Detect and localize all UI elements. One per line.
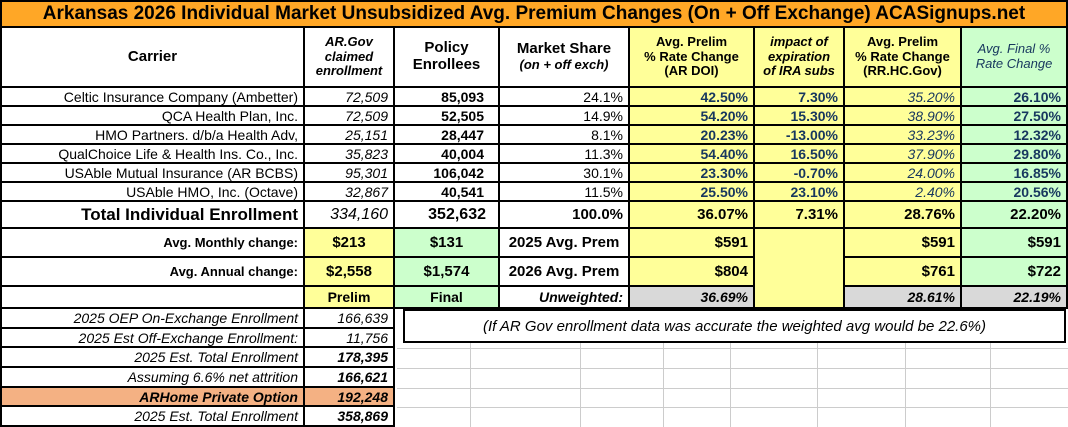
argov-cell: 72,509 [305,107,395,126]
enrollment-row-label: 2025 OEP On-Exchange Enrollment [2,309,305,329]
enrollment-row-value: 166,639 [305,309,395,329]
doi-rate-cell: 54.40% [630,145,755,164]
prelim-column-label: Prelim [305,287,395,309]
header-carrier: Carrier [2,28,305,88]
arhome-private-option-value: 192,248 [305,388,395,407]
market-share-cell: 14.9% [500,107,630,126]
enrollment-row-value: 358,869 [305,407,395,427]
monthly-change-policy: $131 [395,229,500,258]
doi-rate-cell: 20.23% [630,126,755,145]
carrier-name-cell: QCA Health Plan, Inc. [2,107,305,126]
annual-change-argov: $2,558 [305,258,395,287]
avg-prem-2025-rr: $591 [845,229,962,258]
enrollees-cell: 52,505 [395,107,500,126]
unweighted-doi-cell: 36.69% [630,287,755,309]
argov-cell: 25,151 [305,126,395,145]
doi-rate-cell: 54.20% [630,107,755,126]
arhome-private-option-label: ARHome Private Option [2,388,305,407]
avg-prem-2025-doi: $591 [630,229,755,258]
argov-cell: 35,823 [305,145,395,164]
ira-impact-cell: 7.30% [755,88,845,107]
enrollment-row-value: 166,621 [305,368,395,388]
weighted-avg-footnote: (If AR Gov enrollment data was accurate the weighted avg would be 22.6%) [403,309,1066,343]
total-label-cell: Total Individual Enrollment [2,202,305,229]
enrollment-summary-table [0,309,395,427]
enrollment-row-label: 2025 Est. Total Enrollment [2,407,305,427]
rr-rate-cell: 2.40% [845,183,962,202]
header-market-share: Market Share (on + off exch) [500,28,630,88]
page-title: Arkansas 2026 Individual Market Unsubsidized Avg. Premium Changes (On + Off Exchange) ACASignups.net [2,2,1068,28]
carrier-name-cell: HMO Partners. d/b/a Health Adv, [2,126,305,145]
final-rate-cell: 26.10% [962,88,1068,107]
doi-rate-cell: 23.30% [630,164,755,183]
header-prelim-rrhcgov: Avg. Prelim % Rate Change (RR.HC.Gov) [845,28,962,88]
final-rate-cell: 27.50% [962,107,1068,126]
market-share-cell: 24.1% [500,88,630,107]
enrollees-cell: 40,004 [395,145,500,164]
final-column-label: Final [395,287,500,309]
total-rr-cell: 28.76% [845,202,962,229]
total-final-cell: 22.20% [962,202,1068,229]
header-final-rate-change: Avg. Final % Rate Change [962,28,1068,88]
enrollment-row-label: Assuming 6.6% net attrition [2,368,305,388]
unweighted-rr-cell: 28.61% [845,287,962,309]
enrollees-cell: 85,093 [395,88,500,107]
unweighted-final-cell: 22.19% [962,287,1068,309]
avg-prem-2026-doi: $804 [630,258,755,287]
header-prelim-ar-doi: Avg. Prelim % Rate Change (AR DOI) [630,28,755,88]
ira-impact-cell: -13.00% [755,126,845,145]
argov-cell: 32,867 [305,183,395,202]
market-share-cell: 30.1% [500,164,630,183]
enrollees-cell: 106,042 [395,164,500,183]
header-argov-enrollment: AR.Gov claimed enrollment [305,28,395,88]
enrollment-row-label: 2025 Est. Total Enrollment [2,348,305,368]
total-enrollees-cell: 352,632 [395,202,500,229]
market-share-cell: 8.1% [500,126,630,145]
header-ira-impact: impact of expiration of IRA subs [755,28,845,88]
carrier-name-cell: USAble Mutual Insurance (AR BCBS) [2,164,305,183]
final-rate-cell: 20.56% [962,183,1068,202]
enrollees-cell: 40,541 [395,183,500,202]
ira-empty-cell [755,229,845,309]
market-share-cell: 11.3% [500,145,630,164]
argov-cell: 95,301 [305,164,395,183]
monthly-change-argov: $213 [305,229,395,258]
market-share-cell: 11.5% [500,183,630,202]
enrollment-row-value: 178,395 [305,348,395,368]
carrier-name-cell: USAble HMO, Inc. (Octave) [2,183,305,202]
enrollees-cell: 28,447 [395,126,500,145]
ira-impact-cell: 15.30% [755,107,845,126]
carrier-name-cell: QualChoice Life & Health Ins. Co., Inc. [2,145,305,164]
total-ira-cell: 7.31% [755,202,845,229]
header-policy-enrollees: Policy Enrollees [395,28,500,88]
avg-prem-2025-final: $591 [962,229,1068,258]
ira-impact-cell: 16.50% [755,145,845,164]
avg-prem-2026-final: $722 [962,258,1068,287]
final-rate-cell: 29.80% [962,145,1068,164]
rr-rate-cell: 38.90% [845,107,962,126]
ira-impact-cell: 23.10% [755,183,845,202]
annual-change-label: Avg. Annual change: [2,258,305,287]
annual-change-policy: $1,574 [395,258,500,287]
rr-rate-cell: 35.20% [845,88,962,107]
final-rate-cell: 12.32% [962,126,1068,145]
carrier-name-cell: Celtic Insurance Company (Ambetter) [2,88,305,107]
avg-prem-2025-label: 2025 Avg. Prem [500,229,630,258]
total-argov-cell: 334,160 [305,202,395,229]
total-doi-cell: 36.07% [630,202,755,229]
avg-prem-2026-rr: $761 [845,258,962,287]
rr-rate-cell: 24.00% [845,164,962,183]
total-market-share-cell: 100.0% [500,202,630,229]
final-rate-cell: 16.85% [962,164,1068,183]
ira-impact-cell: -0.70% [755,164,845,183]
doi-rate-cell: 42.50% [630,88,755,107]
argov-cell: 72,509 [305,88,395,107]
unweighted-label: Unweighted: [500,287,630,309]
enrollment-row-value: 11,756 [305,329,395,348]
avg-prem-2026-label: 2026 Avg. Prem [500,258,630,287]
empty-cell [2,287,305,309]
rr-rate-cell: 37.90% [845,145,962,164]
rr-rate-cell: 33.23% [845,126,962,145]
enrollment-row-label: 2025 Est Off-Exchange Enrollment: [2,329,305,348]
monthly-change-label: Avg. Monthly change: [2,229,305,258]
doi-rate-cell: 25.50% [630,183,755,202]
